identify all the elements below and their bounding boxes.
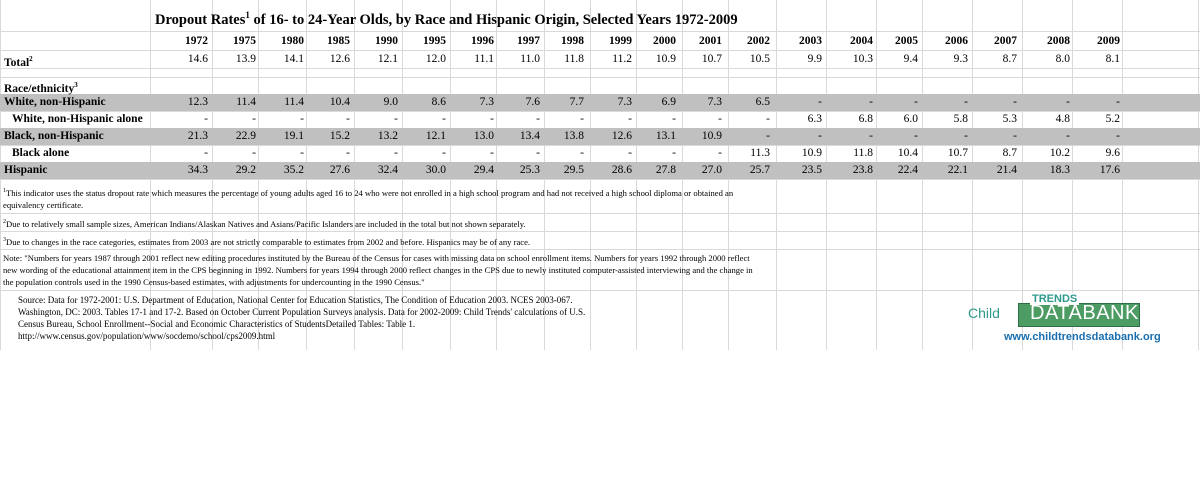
table-cell: 10.2 <box>1049 147 1070 159</box>
year-header: 2006 <box>945 35 968 47</box>
table-cell: 15.2 <box>329 130 350 142</box>
source-line-3: Census Bureau, School Enrollment--Social and Economic Characteristics of StudentsDetailed Tables: Table 1. <box>18 319 416 329</box>
year-header: 1975 <box>233 35 256 47</box>
table-cell: - <box>964 130 968 142</box>
year-header: 2009 <box>1097 35 1120 47</box>
table-cell: 27.0 <box>701 164 722 176</box>
year-header: 2003 <box>799 35 822 47</box>
table-cell: 22.1 <box>947 164 968 176</box>
child-trends-databank-logo[interactable] <box>960 293 1190 348</box>
table-cell: - <box>964 96 968 108</box>
grid-row-line <box>0 290 1200 291</box>
table-cell: 6.3 <box>807 113 822 125</box>
table-cell: 10.9 <box>655 53 676 65</box>
table-cell: - <box>204 147 208 159</box>
table-cell: - <box>252 113 256 125</box>
footnote-1-line-2: equivalency certificate. <box>3 200 84 210</box>
grid-row-line <box>0 213 1200 214</box>
table-cell: - <box>869 130 873 142</box>
table-cell: 14.6 <box>187 53 208 65</box>
year-header: 1995 <box>423 35 446 47</box>
logo-databank-text: DATABANK <box>1030 302 1139 324</box>
table-cell: 11.8 <box>564 53 584 65</box>
table-cell: - <box>580 113 584 125</box>
footnote-1-line-1: This indicator uses the status dropout rate which measures the percentage of young adults aged 16 to 24 who were not enrolled in a high school program and had not received a high school diploma or obtained an <box>6 187 734 198</box>
table-cell: - <box>766 113 770 125</box>
table-cell: - <box>300 147 304 159</box>
year-header: 2007 <box>994 35 1017 47</box>
row-label <box>4 51 33 72</box>
table-cell: 28.6 <box>611 164 632 176</box>
table-cell: 9.4 <box>903 53 918 65</box>
table-cell: 10.9 <box>801 147 822 159</box>
table-cell: 10.3 <box>852 53 873 65</box>
table-cell: 6.0 <box>903 113 918 125</box>
table-cell: 6.9 <box>661 96 676 108</box>
table-cell: 23.5 <box>801 164 822 176</box>
table-cell: 11.8 <box>853 147 873 159</box>
table-cell: 25.3 <box>519 164 540 176</box>
table-cell: - <box>346 113 350 125</box>
row-label <box>4 128 104 145</box>
table-cell: - <box>628 147 632 159</box>
table-cell: 11.4 <box>284 96 304 108</box>
table-cell: 19.1 <box>283 130 304 142</box>
table-cell: 29.5 <box>563 164 584 176</box>
table-cell: 22.4 <box>897 164 918 176</box>
row-label-text: Hispanic <box>4 164 48 176</box>
table-cell: 7.3 <box>617 96 632 108</box>
table-cell: 13.8 <box>563 130 584 142</box>
year-header: 1999 <box>609 35 632 47</box>
table-cell: 9.9 <box>807 53 822 65</box>
title-footnote-marker: 1 <box>245 10 250 20</box>
table-cell: - <box>442 147 446 159</box>
table-cell: 11.2 <box>612 53 632 65</box>
table-cell: - <box>628 113 632 125</box>
year-header: 1980 <box>281 35 304 47</box>
table-cell: - <box>818 130 822 142</box>
table-cell: 21.4 <box>996 164 1017 176</box>
grid-row-line <box>0 31 1200 32</box>
note-line-1: Note: "Numbers for years 1987 through 2001 reflect new editing procedures instituted by the Bureau of the Census for cases with missing data on school enrollment items. Numbers for years 1992 through 2000 reflect <box>3 253 750 263</box>
table-cell: 13.4 <box>519 130 540 142</box>
table-cell: 7.3 <box>479 96 494 108</box>
table-cell: - <box>536 113 540 125</box>
table-cell: 23.8 <box>852 164 873 176</box>
grid-row-line <box>0 249 1200 250</box>
table-cell: 27.6 <box>329 164 350 176</box>
row-label-text: Race/ethnicity <box>4 82 75 95</box>
row-label-text: White, non-Hispanic <box>4 96 106 108</box>
table-cell: - <box>490 113 494 125</box>
grid-row-line <box>0 179 1200 180</box>
year-header: 2005 <box>895 35 918 47</box>
footnote-3-text: Due to changes in the race categories, estimates from 2003 are not strictly comparable to estimates from 2002 and before. Hispanics may be of any race. <box>6 236 531 247</box>
table-cell: 10.9 <box>701 130 722 142</box>
table-cell: 5.8 <box>953 113 968 125</box>
table-cell: 14.1 <box>283 53 304 65</box>
table-cell: 11.1 <box>474 53 494 65</box>
table-cell: 10.4 <box>897 147 918 159</box>
table-cell: - <box>1116 96 1120 108</box>
table-cell: 35.2 <box>283 164 304 176</box>
table-cell: - <box>442 113 446 125</box>
year-header: 1996 <box>471 35 494 47</box>
table-cell: - <box>394 113 398 125</box>
table-cell: - <box>204 113 208 125</box>
logo-child-text: Child <box>968 305 1000 321</box>
footnote-2-marker: 2 <box>3 219 6 225</box>
row-label-text: Black, non-Hispanic <box>4 130 104 142</box>
title-main: Dropout Rates <box>155 11 246 28</box>
table-title <box>155 10 738 29</box>
table-cell: 21.3 <box>187 130 208 142</box>
table-cell: 7.7 <box>569 96 584 108</box>
year-header: 2001 <box>699 35 722 47</box>
table-cell: - <box>672 113 676 125</box>
table-cell: - <box>1066 130 1070 142</box>
year-header: 2002 <box>747 35 770 47</box>
year-header: 1972 <box>185 35 208 47</box>
table-cell: 8.7 <box>1002 147 1017 159</box>
table-cell: - <box>869 96 873 108</box>
table-cell: - <box>672 147 676 159</box>
row-label <box>4 162 47 179</box>
table-cell: 17.6 <box>1099 164 1120 176</box>
table-cell: 8.6 <box>431 96 446 108</box>
row-label-text: White, non-Hispanic alone <box>12 113 143 125</box>
table-cell: 6.5 <box>755 96 770 108</box>
table-cell: - <box>1013 96 1017 108</box>
table-cell: 18.3 <box>1049 164 1070 176</box>
table-cell: 8.1 <box>1105 53 1120 65</box>
table-cell: - <box>914 96 918 108</box>
logo-trends-text: TRENDS <box>1032 293 1078 305</box>
row-label-text: Total <box>4 56 30 69</box>
table-cell: - <box>718 147 722 159</box>
table-cell: 9.3 <box>953 53 968 65</box>
table-cell: 12.1 <box>377 53 398 65</box>
year-header: 2008 <box>1047 35 1070 47</box>
year-header: 1990 <box>375 35 398 47</box>
table-cell: - <box>718 113 722 125</box>
year-header: 1985 <box>327 35 350 47</box>
note-line-3: the population controls used in the 1990 Census-based estimates, with adjustments for undercounting in the 1990 Census." <box>3 277 425 287</box>
note-line-2: new wording of the educational attainment item in the CPS beginning in 1992. Numbers for years 1994 through 2000 reflect changes in the CPS due to newly instituted computer-assisted interviewing and the change in <box>3 265 753 275</box>
table-cell: 13.1 <box>655 130 676 142</box>
year-header: 2004 <box>850 35 873 47</box>
year-header: 1998 <box>561 35 584 47</box>
table-cell: - <box>1013 130 1017 142</box>
table-cell: 12.6 <box>329 53 350 65</box>
grid-row-line <box>0 68 1200 69</box>
row-label-text: Black alone <box>12 147 70 159</box>
table-cell: 13.2 <box>377 130 398 142</box>
table-cell: 32.4 <box>377 164 398 176</box>
table-cell: - <box>394 147 398 159</box>
table-cell: 12.3 <box>187 96 208 108</box>
table-cell: 8.7 <box>1002 53 1017 65</box>
table-cell: 29.4 <box>473 164 494 176</box>
footnote-3 <box>3 234 530 248</box>
row-label <box>12 111 143 128</box>
table-cell: - <box>766 130 770 142</box>
table-cell: - <box>300 113 304 125</box>
table-cell: 10.4 <box>329 96 350 108</box>
footnote-1-marker: 1 <box>3 188 6 194</box>
table-cell: - <box>536 147 540 159</box>
footnote-2-text: Due to relatively small sample sizes, American Indians/Alaskan Natives and Asians/Pacific Islanders are included in the total but not shown separately. <box>6 218 526 229</box>
table-cell: 25.7 <box>749 164 770 176</box>
table-cell: 7.6 <box>525 96 540 108</box>
source-line-2: Washington, DC: 2003. Tables 17-1 and 17-2. Based on October Current Population Surveys analysis. Data for 2002-2009: Child Trends' calculations of U.S. <box>18 307 586 317</box>
table-cell: 10.7 <box>701 53 722 65</box>
table-cell: 11.0 <box>520 53 540 65</box>
table-cell: 29.2 <box>235 164 256 176</box>
grid-row-line <box>0 77 1200 78</box>
table-cell: 11.3 <box>750 147 770 159</box>
source-line-1: Source: Data for 1972-2001: U.S. Department of Education, National Center for Education Statistics, The Condition of Education 2003. NCES 2003-067. <box>18 295 573 305</box>
row-label <box>4 94 106 111</box>
table-cell: 34.3 <box>187 164 208 176</box>
table-cell: 9.6 <box>1105 147 1120 159</box>
table-cell: 11.4 <box>236 96 256 108</box>
footnote-3-marker: 3 <box>3 237 6 243</box>
table-cell: - <box>490 147 494 159</box>
table-cell: - <box>914 130 918 142</box>
table-cell: - <box>252 147 256 159</box>
table-cell: 10.5 <box>749 53 770 65</box>
table-cell: - <box>580 147 584 159</box>
table-cell: - <box>818 96 822 108</box>
table-cell: - <box>346 147 350 159</box>
table-cell: 27.8 <box>655 164 676 176</box>
table-cell: 12.0 <box>425 53 446 65</box>
table-cell: 7.3 <box>707 96 722 108</box>
table-cell: 22.9 <box>235 130 256 142</box>
title-rest: of 16- to 24-Year Olds, by Race and Hispanic Origin, Selected Years 1972-2009 <box>249 11 738 28</box>
table-cell: 8.0 <box>1055 53 1070 65</box>
table-cell: 13.0 <box>473 130 494 142</box>
table-cell: 10.7 <box>947 147 968 159</box>
table-cell: - <box>1116 130 1120 142</box>
row-label <box>12 145 69 162</box>
table-cell: - <box>1066 96 1070 108</box>
row-label-footnote-marker: 3 <box>74 81 78 89</box>
year-header: 2000 <box>653 35 676 47</box>
row-label-footnote-marker: 2 <box>29 55 33 63</box>
table-cell: 5.2 <box>1105 113 1120 125</box>
table-cell: 13.9 <box>235 53 256 65</box>
table-cell: 6.8 <box>858 113 873 125</box>
table-cell: 12.6 <box>611 130 632 142</box>
source-url: http://www.census.gov/population/www/socdemo/school/cps2009.html <box>18 331 276 341</box>
year-header: 1997 <box>517 35 540 47</box>
table-cell: 30.0 <box>425 164 446 176</box>
table-cell: 12.1 <box>425 130 446 142</box>
table-cell: 9.0 <box>383 96 398 108</box>
table-cell: 5.3 <box>1002 113 1017 125</box>
footnote-1 <box>3 185 733 199</box>
grid-row-line <box>0 231 1200 232</box>
footnote-2 <box>3 216 526 230</box>
logo-url-link[interactable]: www.childtrendsdatabank.org <box>1004 331 1161 343</box>
table-cell: 4.8 <box>1055 113 1070 125</box>
